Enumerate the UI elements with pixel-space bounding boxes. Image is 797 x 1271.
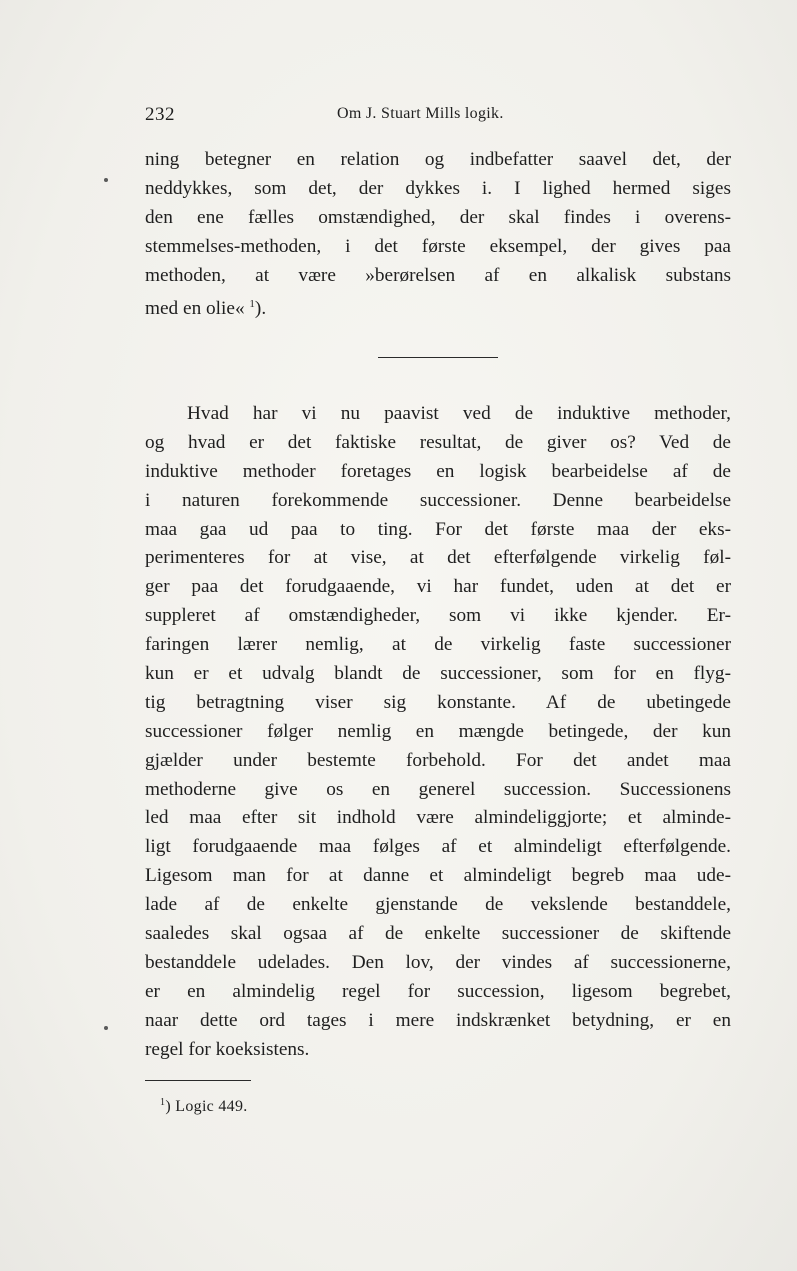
paragraph-1-line: neddykkes, som det, der dykkes i. I lighed hermed siges [145, 177, 731, 199]
paragraph-2-line: led maa efter sit indhold være almindeliggjorte; et alminde- [145, 807, 731, 829]
paragraph-2-line: i naturen forekommende successioner. Denne bearbeidelse [145, 489, 731, 511]
paragraph-2-line: Hvad har vi nu paavist ved de induktive methoder, [187, 403, 731, 424]
paragraph-2-line: successioner følger nemlig en mængde betingede, der kun [145, 720, 731, 742]
footnote-divider [145, 1080, 251, 1081]
footnote [160, 1097, 248, 1116]
paragraph-2-line: lade af de enkelte gjenstande de vekslende bestanddele, [145, 894, 731, 916]
paragraph-2-line: bestanddele udelades. Den lov, der vindes af successionerne, [145, 951, 731, 973]
running-title: Om J. Stuart Mills logik. [337, 105, 504, 122]
paragraph-2 [145, 400, 731, 1064]
section-divider [378, 357, 498, 358]
paragraph-2-line: suppleret af omstændigheder, som vi ikke kjender. Er- [145, 605, 731, 627]
paragraph-2-line: regel for koeksistens. [145, 1038, 310, 1060]
paragraph-1 [145, 146, 731, 319]
paragraph-2-line: tig betragtning viser sig konstante. Af de ubetingede [145, 691, 731, 713]
paragraph-1-last-line [145, 290, 731, 319]
paragraph-2-line: faringen lærer nemlig, at de virkelig faste successioner [145, 634, 731, 656]
footnote-mark: 1 [160, 1097, 166, 1108]
paragraph-1-line: ning betegner en relation og indbefatter saavel det, der [145, 149, 731, 170]
paragraph-2-line: og hvad er det faktiske resultat, de giver os? Ved de [145, 431, 731, 453]
footnote-reference: 1 [249, 298, 255, 311]
footnote-reference-close: ). [254, 298, 267, 320]
paragraph-2-line: saaledes skal ogsaa af de enkelte successioner de skiftende [145, 923, 731, 945]
paragraph-2-line: ligt forudgaaende maa følges af et almindeligt efterfølgende. [145, 836, 731, 858]
paragraph-1-line: methoden, at være »berørelsen af en alkalisk substans [145, 264, 731, 286]
paragraph-1-line-text: med en olie« [145, 298, 245, 320]
paragraph-1-line: den ene fælles omstændighed, der skal findes i overens- [145, 206, 731, 228]
running-head [145, 104, 731, 128]
paragraph-2-line: kun er et udvalg blandt de successioner, som for en flyg- [145, 663, 731, 685]
paragraph-2-line: Ligesom man for at danne et almindeligt begreb maa ude- [145, 865, 731, 887]
footnote-mark-close: ) [165, 1098, 171, 1115]
print-speck [104, 178, 108, 182]
paragraph-2-line: naar dette ord tages i mere indskrænket betydning, er en [145, 1009, 731, 1031]
footnote-text: Logic 449. [175, 1098, 248, 1115]
paragraph-2-line: perimenteres for at vise, at det efterfølgende virkelig føl- [145, 547, 731, 569]
paragraph-2-line: methoderne give os en generel succession. Successionens [145, 778, 731, 800]
paragraph-2-line: gjælder under bestemte forbehold. For det andet maa [145, 749, 731, 771]
paragraph-1-line: stemmelses-methoden, i det første eksempel, der gives paa [145, 235, 731, 257]
paragraph-2-line: induktive methoder foretages en logisk bearbeidelse af de [145, 460, 731, 482]
print-speck [104, 1026, 108, 1030]
page-number: 232 [145, 104, 175, 125]
paragraph-2-line: maa gaa ud paa to ting. For det første maa der eks- [145, 518, 731, 540]
paragraph-2-line: ger paa det forudgaaende, vi har fundet, uden at det er [145, 576, 731, 598]
paragraph-2-line: er en almindelig regel for succession, ligesom begrebet, [145, 980, 731, 1002]
